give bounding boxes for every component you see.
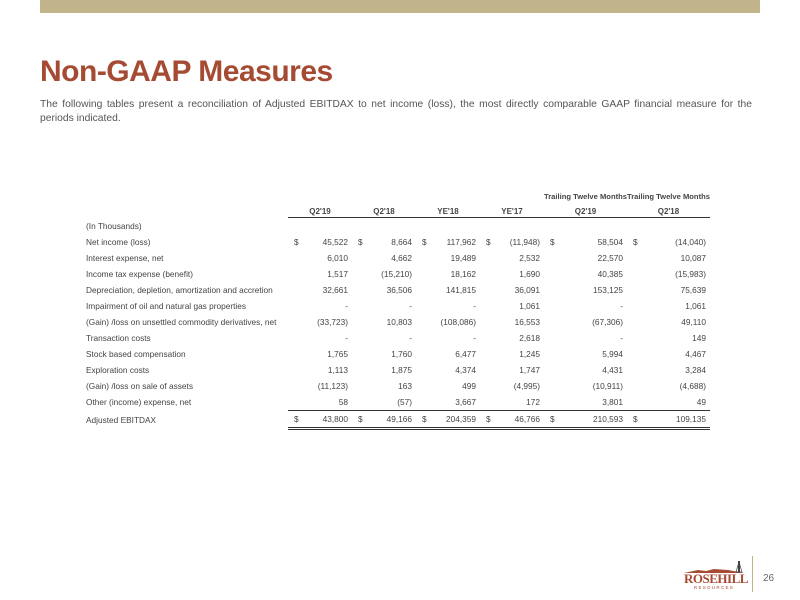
value-cell: - [345, 333, 348, 343]
row-label: Transaction costs [86, 333, 151, 343]
currency-cell: $ [632, 237, 638, 247]
currency-cell [352, 314, 368, 330]
value-cell: 1,690 [519, 269, 540, 279]
currency-cell [352, 362, 368, 378]
super-header-cell [352, 168, 416, 202]
super-header-cell: Trailing Twelve Months [544, 192, 627, 201]
empty-cell [304, 218, 352, 235]
table-row [82, 346, 710, 362]
super-header-cell [480, 168, 544, 202]
value-cell: 5,994 [602, 349, 623, 359]
total-row [82, 411, 710, 429]
currency-cell [627, 250, 648, 266]
value-cell: 153,125 [592, 285, 623, 295]
value-cell: 4,431 [602, 365, 623, 375]
value-cell: 117,962 [446, 237, 476, 247]
currency-cell [416, 330, 432, 346]
empty-cell [496, 218, 544, 235]
value-cell: - [409, 333, 412, 343]
currency-cell: $ [294, 237, 299, 247]
currency-cell [480, 394, 496, 411]
currency-cell [480, 266, 496, 282]
column-header: Q2'18 [352, 202, 416, 218]
currency-cell [288, 266, 304, 282]
empty-cell [288, 218, 304, 235]
currency-cell [416, 298, 432, 314]
currency-cell [627, 394, 648, 411]
row-label: Net income (loss) [86, 237, 151, 247]
value-cell: 49 [696, 397, 706, 407]
currency-cell [288, 330, 304, 346]
empty-cell [480, 218, 496, 235]
row-label: Impairment of oil and natural gas properties [86, 301, 247, 311]
table-row [82, 234, 710, 250]
currency-cell: $ [544, 411, 565, 429]
currency-cell: $ [480, 411, 496, 429]
value-cell: (57) [397, 397, 412, 407]
currency-cell [544, 266, 565, 282]
value-cell: 141,815 [446, 285, 476, 295]
value-cell: 18,162 [450, 269, 476, 279]
value-cell: 36,091 [514, 285, 540, 295]
value-cell: (11,948) [509, 237, 540, 247]
top-accent-bar [40, 0, 760, 13]
currency-cell [288, 314, 304, 330]
value-cell: 3,667 [455, 397, 476, 407]
row-label: Interest expense, net [86, 253, 164, 263]
currency-cell [544, 298, 565, 314]
table-row [82, 298, 710, 314]
row-label: Adjusted EBITDAX [86, 414, 157, 425]
currency-cell [416, 346, 432, 362]
currency-cell [627, 346, 648, 362]
value-cell: 40,385 [597, 269, 623, 279]
column-header: YE'18 [416, 202, 480, 218]
empty-cell [648, 218, 710, 235]
units-label: (In Thousands) [86, 220, 142, 231]
table-super-header-row [82, 168, 710, 202]
currency-cell [288, 378, 304, 394]
currency-cell [416, 378, 432, 394]
page-number: 26 [763, 573, 775, 584]
value-cell: 499 [462, 381, 476, 391]
value-cell: 3,284 [685, 365, 706, 375]
currency-cell [544, 346, 565, 362]
table-row [82, 330, 710, 346]
column-header: YE'17 [480, 202, 544, 218]
currency-cell: $ [550, 237, 555, 247]
value-cell: 75,639 [680, 285, 706, 295]
table-row [82, 266, 710, 282]
empty-cell [368, 218, 416, 235]
currency-cell: $ [352, 411, 368, 429]
table-row [82, 378, 710, 394]
value-cell: - [473, 301, 476, 311]
value-cell: 8,664 [391, 237, 412, 247]
value-cell: (4,995) [513, 381, 540, 391]
header-spacer [82, 168, 288, 202]
currency-cell [288, 346, 304, 362]
currency-cell [480, 282, 496, 298]
value-cell: - [620, 333, 623, 343]
currency-cell: $ [416, 411, 432, 429]
row-label: Income tax expense (benefit) [86, 269, 193, 279]
value-cell: 19,489 [450, 253, 476, 263]
footer-divider [752, 556, 753, 592]
currency-cell: $ [627, 411, 648, 429]
currency-cell: $ [288, 411, 304, 429]
currency-cell [480, 362, 496, 378]
value-cell: 22,570 [597, 253, 623, 263]
table-row [82, 250, 710, 266]
value-cell: 36,506 [386, 285, 412, 295]
currency-cell [352, 298, 368, 314]
currency-cell [544, 330, 565, 346]
currency-cell [544, 314, 565, 330]
value-cell: 4,467 [685, 349, 706, 359]
currency-cell [416, 394, 432, 411]
value-cell: (108,086) [440, 317, 476, 327]
value-cell: 6,477 [455, 349, 476, 359]
currency-cell [352, 266, 368, 282]
currency-cell [288, 282, 304, 298]
currency-cell [627, 298, 648, 314]
currency-cell: $ [358, 237, 363, 247]
currency-cell [627, 330, 648, 346]
currency-cell [627, 362, 648, 378]
currency-cell [480, 314, 496, 330]
ebitdax-reconciliation-table [82, 168, 710, 430]
value-cell: 58 [338, 397, 348, 407]
value-cell: 1,517 [327, 269, 348, 279]
page-title: Non-GAAP Measures [40, 55, 333, 88]
currency-cell [627, 266, 648, 282]
empty-cell [352, 218, 368, 235]
value-cell: 49,166 [368, 411, 416, 429]
value-cell: 43,800 [304, 411, 352, 429]
currency-cell [352, 394, 368, 411]
logo-subtitle: RESOURCES [693, 585, 735, 590]
currency-cell [416, 282, 432, 298]
row-label: Exploration costs [86, 365, 150, 375]
value-cell: 3,801 [602, 397, 623, 407]
currency-cell [352, 330, 368, 346]
value-cell: 1,760 [391, 349, 412, 359]
currency-cell [416, 314, 432, 330]
currency-cell [544, 378, 565, 394]
empty-cell [432, 218, 480, 235]
table-row [82, 314, 710, 330]
currency-cell [480, 330, 496, 346]
logo-word: ROSEHILL [684, 571, 748, 586]
currency-cell [544, 282, 565, 298]
header-spacer [82, 202, 288, 218]
row-label: (Gain) /loss on unsettled commodity derivatives, net [86, 317, 277, 327]
currency-cell [288, 298, 304, 314]
value-cell: - [620, 301, 623, 311]
currency-cell [352, 250, 368, 266]
value-cell: 1,245 [519, 349, 540, 359]
column-header: Q2'18 [627, 202, 710, 218]
column-header: Q2'19 [544, 202, 627, 218]
value-cell: 163 [398, 381, 412, 391]
currency-cell [288, 394, 304, 411]
value-cell: (67,306) [592, 317, 623, 327]
currency-cell [480, 250, 496, 266]
empty-cell [544, 218, 565, 235]
value-cell: 2,532 [519, 253, 540, 263]
currency-cell [480, 298, 496, 314]
currency-cell [627, 282, 648, 298]
value-cell: 16,553 [514, 317, 540, 327]
currency-cell [480, 346, 496, 362]
value-cell: 1,061 [519, 301, 540, 311]
value-cell: 210,593 [565, 411, 627, 429]
currency-cell [544, 394, 565, 411]
empty-cell [627, 218, 648, 235]
value-cell: - [345, 301, 348, 311]
value-cell: (11,123) [317, 381, 348, 391]
value-cell: (15,210) [381, 269, 412, 279]
row-label: (Gain) /loss on sale of assets [86, 381, 193, 391]
table-header-row [82, 202, 710, 218]
table-row [82, 282, 710, 298]
value-cell: (15,983) [675, 269, 706, 279]
empty-cell [565, 218, 627, 235]
currency-cell: $ [486, 237, 491, 247]
table-row [82, 362, 710, 378]
value-cell: 172 [526, 397, 540, 407]
value-cell: (10,911) [592, 381, 623, 391]
value-cell: 58,504 [597, 237, 623, 247]
value-cell: 149 [692, 333, 706, 343]
currency-cell [480, 378, 496, 394]
intro-paragraph: The following tables present a reconciliation of Adjusted EBITDAX to net income (loss), the most directly comparable GAAP financial measure for the periods indicated. [40, 99, 752, 124]
value-cell: 10,087 [680, 253, 706, 263]
company-logo [684, 560, 748, 594]
currency-cell [352, 378, 368, 394]
value-cell: 46,766 [496, 411, 544, 429]
value-cell: 1,765 [327, 349, 348, 359]
currency-cell [627, 378, 648, 394]
value-cell: 1,747 [519, 365, 540, 375]
currency-cell: $ [422, 237, 427, 247]
row-label: Depreciation, depletion, amortization and accretion [86, 285, 273, 295]
value-cell: 45,522 [322, 237, 348, 247]
value-cell: - [473, 333, 476, 343]
table-row [82, 394, 710, 411]
row-label: Other (income) expense, net [86, 397, 192, 408]
value-cell: 1,113 [327, 365, 348, 375]
value-cell: 49,110 [681, 317, 706, 327]
super-header-cell: Trailing Twelve Months [626, 192, 710, 201]
value-cell: 4,374 [455, 365, 476, 375]
value-cell: 32,661 [322, 285, 348, 295]
currency-cell [544, 362, 565, 378]
currency-cell [288, 250, 304, 266]
value-cell: (4,688) [679, 381, 706, 391]
value-cell: 1,061 [685, 301, 706, 311]
currency-cell [352, 282, 368, 298]
currency-cell [352, 346, 368, 362]
empty-cell [416, 218, 432, 235]
currency-cell [416, 250, 432, 266]
value-cell: 6,010 [327, 253, 348, 263]
value-cell: 204,359 [432, 411, 480, 429]
currency-cell [416, 266, 432, 282]
currency-cell [416, 362, 432, 378]
super-header-cell [416, 168, 480, 202]
currency-cell [627, 314, 648, 330]
super-header-cell [288, 168, 352, 202]
value-cell: (33,723) [317, 317, 348, 327]
table-body [82, 218, 710, 429]
units-row [82, 218, 710, 235]
value-cell: - [409, 301, 412, 311]
value-cell: 1,875 [391, 365, 412, 375]
value-cell: (14,040) [675, 237, 706, 247]
currency-cell [288, 362, 304, 378]
currency-cell [544, 250, 565, 266]
value-cell: 2,618 [519, 333, 540, 343]
row-label: Stock based compensation [86, 349, 186, 359]
value-cell: 10,803 [386, 317, 412, 327]
value-cell: 109,135 [648, 411, 710, 429]
column-header: Q2'19 [288, 202, 352, 218]
value-cell: 4,662 [391, 253, 412, 263]
